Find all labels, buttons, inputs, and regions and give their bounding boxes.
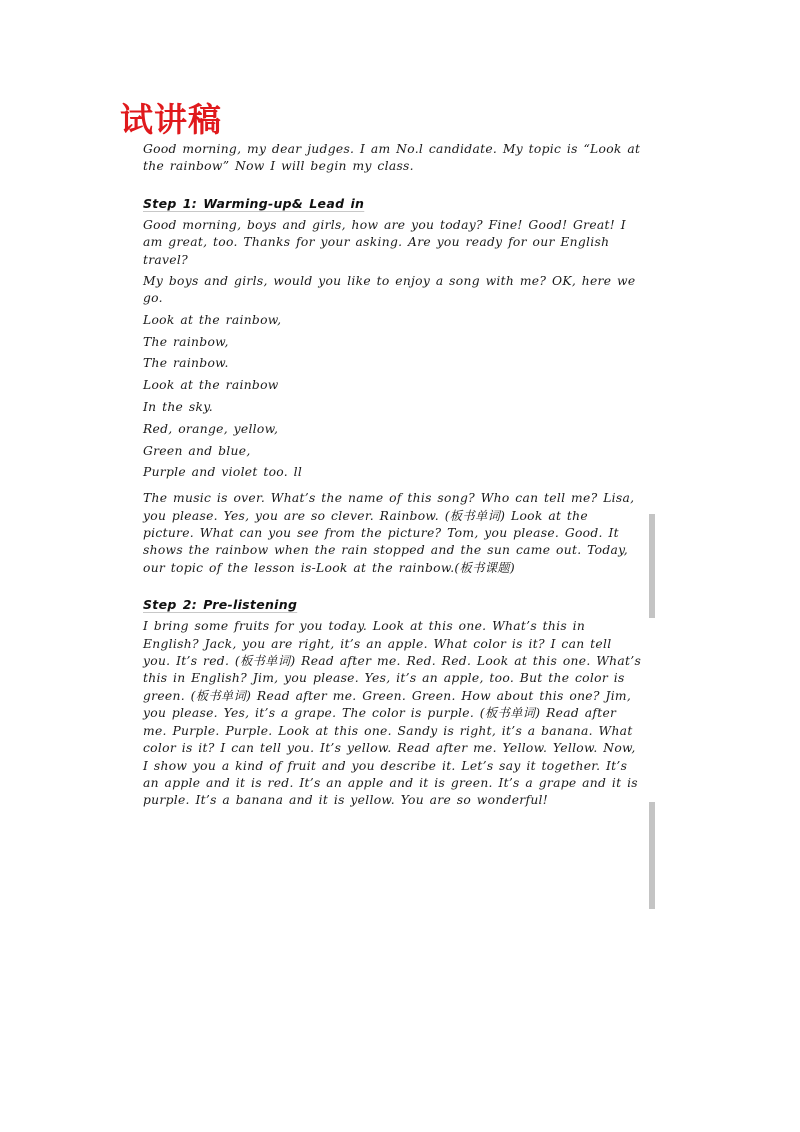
greeting-paragraph: Good morning, boys and girls, how are you today? Fine! Good! Great! I am great, too. Thanks for your asking. Are you ready for our English travel?: [143, 217, 626, 267]
song-line: Red, orange, yellow,: [143, 421, 279, 436]
step-1-heading: Step 1: Warming-up& Lead in: [143, 195, 365, 211]
song-intro-paragraph: My boys and girls, would you like to enjoy a song with me? OK, here we go.: [143, 274, 636, 306]
music-over-paragraph: The music is over. What’s the name of this song? Who can tell me? Lisa, you please. Yes, you are so clever. Rainbow. (板书单词) Look at the picture. What can you see from the picture? Tom, you please. Good. It shows the rainbow when the rain stopped and the sun came out. Today, our topic of the lesson is-Look at the rainbow.(板书课题): [143, 491, 635, 575]
scrollbar-thumb[interactable]: [649, 514, 655, 618]
page-title: 试讲稿: [120, 100, 222, 139]
song-line: Purple and violet too. ll: [143, 465, 303, 480]
song-line: Green and blue,: [143, 443, 251, 458]
song-line: In the sky.: [143, 400, 214, 415]
step-2-heading: Step 2: Pre-listening: [143, 597, 298, 613]
song-line: Look at the rainbow: [143, 378, 279, 393]
intro-paragraph: Good morning, my dear judges. I am No.l candidate. My topic is “Look at the rainbow” Now I will begin my class.: [143, 142, 641, 174]
song-line: Look at the rainbow,: [143, 312, 282, 327]
pre-listening-paragraph: I bring some fruits for you today. Look at this one. What’s this in English? Jack, you are right, it’s an apple. What color is it? I can tell you. It’s red. (板书单词) Read after me. Red. Red. Look at this one. What’s this in English? Jim, you please. Yes, it’s an apple, too. But the color is green. (板书单词) Read after me. Green. Green. How about this one? Jim, you please. Yes, it’s a grape. The color is purple. (板书单词) Read after me. Purple. Purple. Look at this one. Sandy is right, it’s a banana. What color is it? I can tell you. It’s yellow. Read after me. Yellow. Yellow. Now, I show you a kind of fruit and you describe it. Let’s say it together. It’s an apple and it is red. It’s an apple and it is green. It’s a grape and it is purple. It’s a banana and it is yellow. You are so wonderful!: [143, 619, 642, 808]
song-line: The rainbow,: [143, 334, 229, 349]
song-line: The rainbow.: [143, 356, 229, 371]
document-body: [143, 141, 643, 814]
scrollbar-thumb[interactable]: [649, 802, 655, 909]
